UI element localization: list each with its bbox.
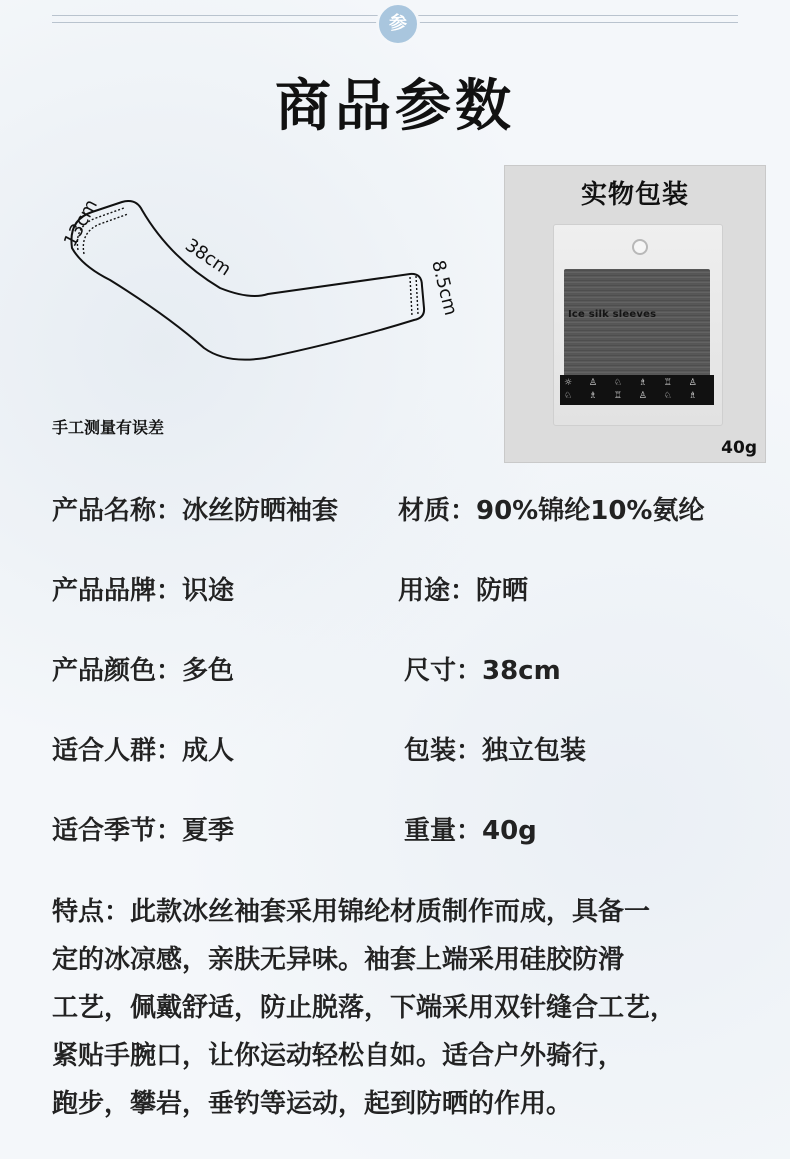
page-title: 商品参数 bbox=[275, 74, 515, 139]
description-line: 特点：此款冰丝袖套采用锦纶材质制作而成，具备一 bbox=[52, 897, 651, 927]
package-weight: 40g bbox=[721, 438, 757, 458]
wrist-stitch bbox=[416, 276, 418, 314]
spec-brand: 产品品牌：识途 bbox=[52, 576, 235, 606]
spec-season: 适合季节：夏季 bbox=[52, 816, 235, 846]
package-photo-panel bbox=[504, 165, 766, 463]
package-sport-band bbox=[560, 375, 714, 405]
spec-product-name: 产品名称：冰丝防晒袖套 bbox=[52, 496, 339, 526]
description-line: 工艺，佩戴舒适，防止脱落，下端采用双针缝合工艺， bbox=[52, 993, 677, 1023]
sleeve-fabric bbox=[564, 269, 710, 381]
package-bag-image bbox=[553, 224, 723, 426]
wrist-width-label: 8.5cm bbox=[427, 258, 462, 318]
description-line: 紧贴手腕口，让你运动轻松自如。适合户外骑行， bbox=[52, 1041, 625, 1071]
spec-color: 产品颜色：多色 bbox=[52, 656, 235, 686]
spec-size: 尺寸：38cm bbox=[404, 656, 561, 686]
sport-pictogram-icons: ☼ ♙ ♘ ♗ ♖ ♙ ♘ ♗ ♖ ♙ ♘ ♗ bbox=[564, 378, 704, 401]
feature-description bbox=[52, 888, 772, 1128]
spec-packing: 包装：独立包装 bbox=[404, 736, 587, 766]
spec-material: 材质：90%锦纶10%氨纶 bbox=[398, 496, 705, 526]
length-label: 38cm bbox=[181, 234, 235, 281]
cuff-width-label: 13cm bbox=[59, 196, 103, 251]
sleeve-dimension-diagram bbox=[50, 190, 470, 370]
bag-hang-hole bbox=[632, 239, 648, 255]
package-product-text: Ice silk sleeves bbox=[568, 309, 657, 320]
wrist-stitch-inner bbox=[410, 277, 412, 316]
measurement-note: 手工测量有误差 bbox=[52, 418, 165, 437]
section-badge: 参 bbox=[376, 2, 420, 46]
spec-audience: 适合人群：成人 bbox=[52, 736, 235, 766]
description-line: 定的冰凉感，亲肤无异味。袖套上端采用硅胶防滑 bbox=[52, 945, 625, 975]
package-title: 实物包装 bbox=[580, 180, 689, 210]
sleeve-outline bbox=[71, 201, 424, 360]
spec-weight: 重量：40g bbox=[404, 816, 537, 846]
spec-usage: 用途：防晒 bbox=[398, 576, 529, 606]
description-line: 跑步，攀岩，垂钓等运动，起到防晒的作用。 bbox=[52, 1089, 573, 1119]
